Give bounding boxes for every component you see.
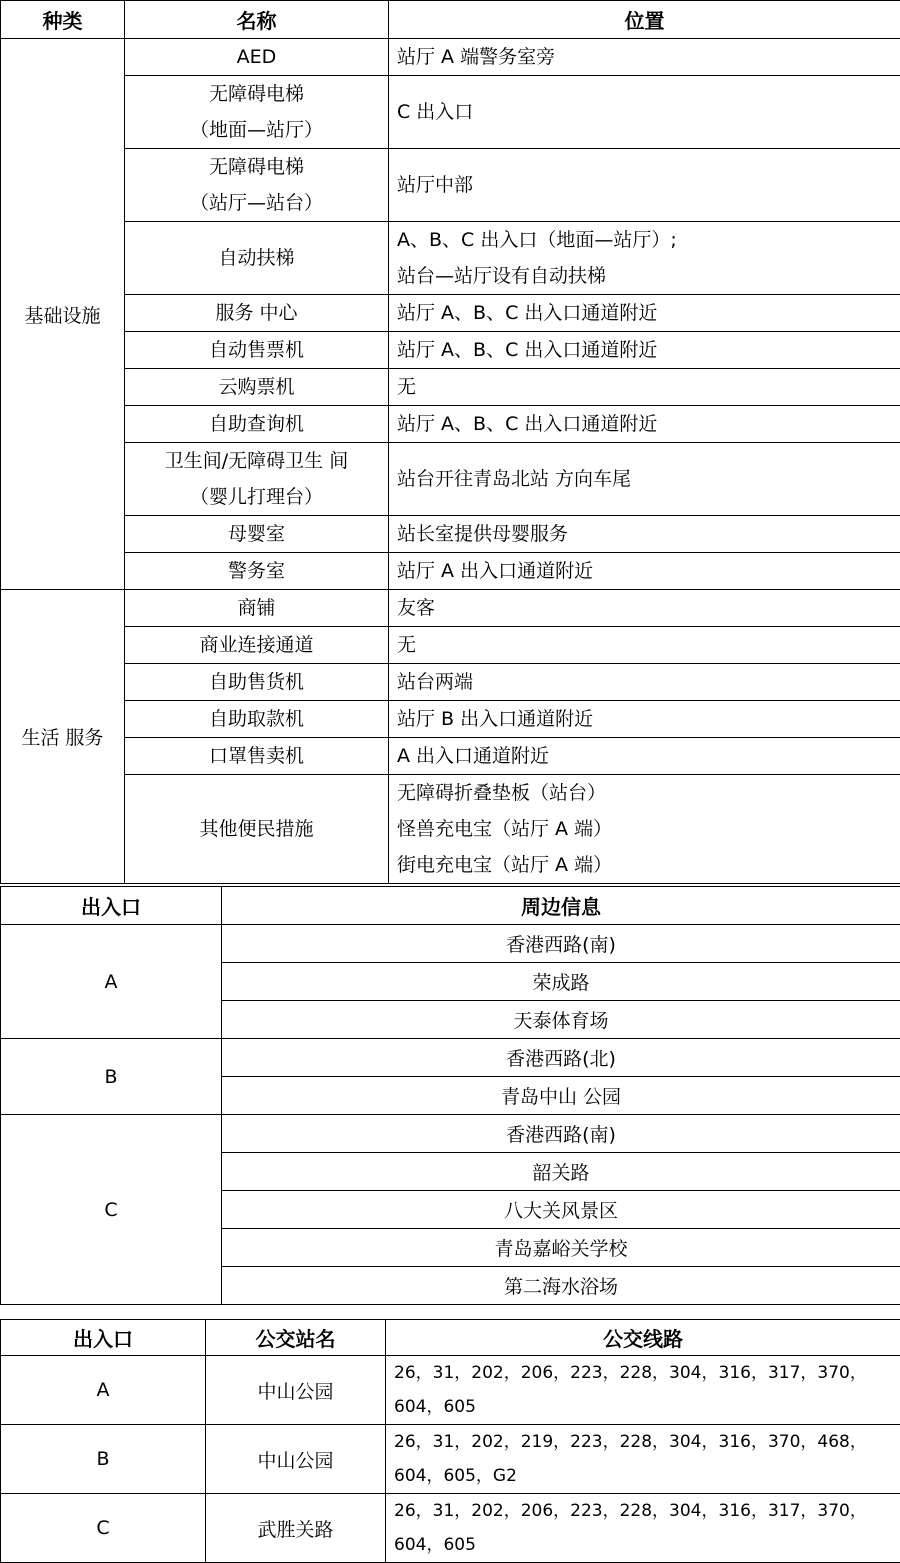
facility-location-cell — [389, 664, 900, 701]
cell-line: 无 — [397, 627, 900, 663]
table-row — [1, 1115, 900, 1153]
bus-stop-cell: 中山公园 — [206, 1356, 386, 1425]
cell-line: 自动扶梯 — [125, 240, 388, 276]
table-row — [1, 1425, 900, 1494]
facility-name-cell — [125, 553, 389, 590]
exit-cell: B — [1, 1039, 222, 1115]
cell-line: 站长室提供母婴服务 — [397, 516, 900, 552]
cell-line: 站台两端 — [397, 664, 900, 700]
facility-location-cell — [389, 76, 900, 149]
header-category: 种类 — [1, 1, 125, 39]
bus-exit-cell: A — [1, 1356, 206, 1425]
table-row — [1, 925, 900, 963]
table-row — [1, 369, 900, 406]
cell-line: 卫生间/无障碍卫生 间 — [125, 443, 388, 479]
bus-exit-cell: B — [1, 1425, 206, 1494]
table-row — [1, 1039, 900, 1077]
surrounding-place-cell: 香港西路(北) — [222, 1039, 900, 1077]
bus-table — [0, 1319, 900, 1563]
facility-location-cell — [389, 775, 900, 884]
cell-line: 无障碍电梯 — [125, 149, 388, 185]
cell-line: 警务室 — [125, 553, 388, 589]
table-row — [1, 406, 900, 443]
bus-stop-cell: 武胜关路 — [206, 1494, 386, 1563]
table-row — [1, 590, 900, 627]
cell-line: （婴儿打理台） — [125, 479, 388, 515]
cell-line: A 出入口通道附近 — [397, 738, 900, 774]
cell-line: 站厅中部 — [397, 167, 900, 203]
header-bus-stop: 公交站名 — [206, 1320, 386, 1356]
exit-cell: A — [1, 925, 222, 1039]
cell-line: 友客 — [397, 590, 900, 626]
header-location: 位置 — [389, 1, 900, 39]
cell-line: 26，31，202，219，223，228，304，316，370，468， — [394, 1425, 900, 1459]
facility-location-cell — [389, 701, 900, 738]
facility-name-cell — [125, 76, 389, 149]
cell-line: 街电充电宝（站厅 A 端） — [397, 847, 900, 883]
cell-line: 站台—站厅设有自动扶梯 — [397, 258, 900, 294]
cell-line: 云购票机 — [125, 369, 388, 405]
surrounding-place-cell: 韶关路 — [222, 1153, 900, 1191]
facility-location-cell — [389, 406, 900, 443]
bus-lines-cell — [386, 1494, 900, 1563]
facility-name-cell — [125, 332, 389, 369]
table-row — [1, 1494, 900, 1563]
facility-name-cell — [125, 39, 389, 76]
cell-line: 站厅 B 出入口通道附近 — [397, 701, 900, 737]
cell-line: 自助售货机 — [125, 664, 388, 700]
facility-location-cell — [389, 369, 900, 406]
bus-exit-cell: C — [1, 1494, 206, 1563]
category-cell: 基础设施 — [1, 39, 125, 590]
surrounding-place-cell: 第二海水浴场 — [222, 1267, 900, 1305]
table-row — [1, 1356, 900, 1425]
cell-line: 其他便民措施 — [125, 811, 388, 847]
table-row — [1, 332, 900, 369]
cell-line: C 出入口 — [397, 94, 900, 130]
surrounding-place-cell: 青岛嘉峪关学校 — [222, 1229, 900, 1267]
facility-name-cell — [125, 590, 389, 627]
surrounding-place-cell: 荣成路 — [222, 963, 900, 1001]
facility-location-cell — [389, 516, 900, 553]
facility-name-cell — [125, 369, 389, 406]
table-row — [1, 39, 900, 76]
cell-line: （站厅—站台） — [125, 185, 388, 221]
bus-lines-cell — [386, 1356, 900, 1425]
cell-line: 站厅 A、B、C 出入口通道附近 — [397, 406, 900, 442]
facility-location-cell — [389, 39, 900, 76]
cell-line: 站厅 A、B、C 出入口通道附近 — [397, 332, 900, 368]
cell-line: 自助取款机 — [125, 701, 388, 737]
cell-line: 无障碍折叠垫板（站台） — [397, 775, 900, 811]
header-surroundings: 周边信息 — [222, 887, 900, 925]
cell-line: 自动售票机 — [125, 332, 388, 368]
bus-header-row — [1, 1320, 900, 1356]
facility-name-cell — [125, 516, 389, 553]
cell-line: 商业连接通道 — [125, 627, 388, 663]
cell-line: 站厅 A 端警务室旁 — [397, 39, 900, 75]
facility-name-cell — [125, 149, 389, 222]
cell-line: 怪兽充电宝（站厅 A 端） — [397, 811, 900, 847]
cell-line: 604，605 — [394, 1390, 900, 1424]
category-cell: 生活 服务 — [1, 590, 125, 884]
facility-location-cell — [389, 149, 900, 222]
facility-location-cell — [389, 553, 900, 590]
table-row — [1, 738, 900, 775]
surrounding-place-cell: 青岛中山 公园 — [222, 1077, 900, 1115]
bus-stop-cell: 中山公园 — [206, 1425, 386, 1494]
facility-location-cell — [389, 627, 900, 664]
facility-location-cell — [389, 295, 900, 332]
table-row — [1, 775, 900, 884]
cell-line: 口罩售卖机 — [125, 738, 388, 774]
cell-line: 无 — [397, 369, 900, 405]
facility-name-cell — [125, 406, 389, 443]
surrounding-place-cell: 香港西路(南) — [222, 925, 900, 963]
cell-line: 站厅 A、B、C 出入口通道附近 — [397, 295, 900, 331]
cell-line: 商铺 — [125, 590, 388, 626]
facility-location-cell — [389, 222, 900, 295]
table-row — [1, 222, 900, 295]
facilities-header-row — [1, 1, 900, 39]
header-bus-exit: 出入口 — [1, 1320, 206, 1356]
table-row — [1, 443, 900, 516]
table-row — [1, 627, 900, 664]
facility-location-cell — [389, 738, 900, 775]
table-row — [1, 149, 900, 222]
cell-line: 604，605，G2 — [394, 1459, 900, 1493]
table-row — [1, 553, 900, 590]
exit-cell: C — [1, 1115, 222, 1305]
cell-line: 26，31，202，206，223，228，304，316，317，370， — [394, 1356, 900, 1390]
facility-location-cell — [389, 443, 900, 516]
table-row — [1, 295, 900, 332]
header-bus-lines: 公交线路 — [386, 1320, 900, 1356]
header-name: 名称 — [125, 1, 389, 39]
bus-lines-cell — [386, 1425, 900, 1494]
surroundings-header-row — [1, 887, 900, 925]
surrounding-place-cell: 八大关风景区 — [222, 1191, 900, 1229]
cell-line: A、B、C 出入口（地面—站厅）; — [397, 222, 900, 258]
cell-line: AED — [125, 39, 388, 75]
cell-line: 自助查询机 — [125, 406, 388, 442]
facility-name-cell — [125, 701, 389, 738]
cell-line: 604，605 — [394, 1528, 900, 1562]
header-exit: 出入口 — [1, 887, 222, 925]
facility-name-cell — [125, 738, 389, 775]
facility-name-cell — [125, 664, 389, 701]
cell-line: 26，31，202，206，223，228，304，316，317，370， — [394, 1494, 900, 1528]
facility-name-cell — [125, 222, 389, 295]
facility-name-cell — [125, 627, 389, 664]
facility-location-cell — [389, 332, 900, 369]
cell-line: 母婴室 — [125, 516, 388, 552]
table-row — [1, 76, 900, 149]
cell-line: 服务 中心 — [125, 295, 388, 331]
table-row — [1, 664, 900, 701]
facility-name-cell — [125, 443, 389, 516]
table-row — [1, 516, 900, 553]
facility-location-cell — [389, 590, 900, 627]
surrounding-place-cell: 香港西路(南) — [222, 1115, 900, 1153]
cell-line: （地面—站厅） — [125, 112, 388, 148]
table-row — [1, 701, 900, 738]
facility-name-cell — [125, 775, 389, 884]
surrounding-place-cell: 天泰体育场 — [222, 1001, 900, 1039]
cell-line: 站台开往青岛北站 方向车尾 — [397, 461, 900, 497]
cell-line: 站厅 A 出入口通道附近 — [397, 553, 900, 589]
surroundings-table — [0, 886, 900, 1305]
facility-name-cell — [125, 295, 389, 332]
cell-line: 无障碍电梯 — [125, 76, 388, 112]
